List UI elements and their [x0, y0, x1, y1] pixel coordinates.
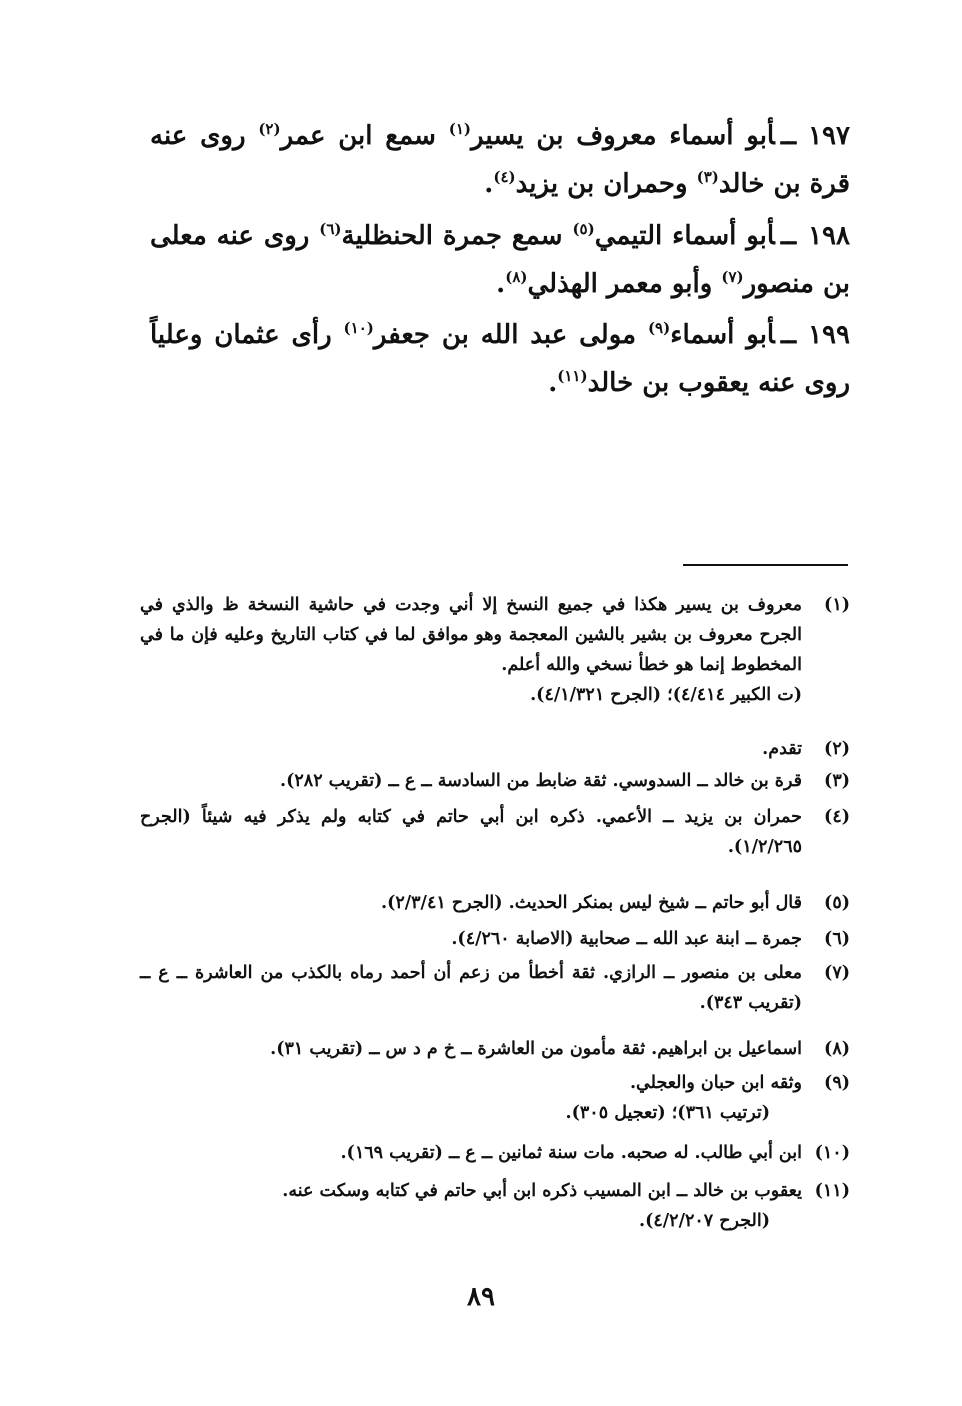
- footnote-number: (٦): [824, 929, 850, 949]
- footnote-4: [140, 802, 850, 862]
- footnote-number: (٧): [824, 963, 850, 983]
- footnote-text: معلى بن منصور ــ الرازي. ثقة أخطأ من زعم أن أحمد رماه بالكذب من العاشرة ــ ع ــ (تقريب ٣٤٣).: [140, 963, 802, 1013]
- entry-text: سمع ابن عمر: [280, 121, 449, 151]
- footnote-text: قال أبو حاتم ــ شيخ ليس بمنكر الحديث. (الجرح ٢/٣/٤١).: [380, 893, 802, 913]
- entry-199: [150, 311, 850, 407]
- entry-text: رأى عثمان وعلياً روى عنه يعقوب بن خالد: [150, 320, 850, 398]
- footnote-text: حمران بن يزيد ــ الأعمي. ذكره ابن أبي حاتم في كتابه ولم يذكر فيه شيئاً (الجرح ١/٢/٢٦٥).: [140, 807, 802, 857]
- footnote-ref: (١٠): [343, 319, 374, 337]
- footnote-10: [140, 1138, 850, 1168]
- footnote-text: جمرة ــ ابنة عبد الله ــ صحابية (الاصابة ٤/٢٦٠).: [451, 929, 802, 949]
- entry-dash: ــ: [780, 221, 797, 251]
- footnote-ref: (٧): [721, 268, 744, 286]
- entry-text: روى عنه قرة بن خالد: [150, 121, 850, 199]
- footnote-7: [140, 958, 850, 1018]
- footnote-5: [140, 888, 850, 918]
- footnote-ref: (١١): [557, 367, 588, 385]
- footnote-citation: (الجرح ٤/٢/٢٠٧).: [639, 1211, 770, 1231]
- footnote-ref: (٨): [505, 268, 528, 286]
- footnote-text: قرة بن خالد ــ السدوسي. ثقة ضابط من السادسة ــ ع ــ (تقريب ٢٨٢).: [280, 771, 802, 791]
- footnote-number: (٣): [824, 771, 850, 791]
- entry-text: مولى عبد الله بن جعفر: [373, 320, 648, 350]
- footnote-text: معروف بن يسير هكذا في جميع النسخ إلا أني وجدت في حاشية النسخة ظ والذي في الجرح معروف بن بشير بالشين المعجمة وهو موافق لما في كتاب التاريخ وعليه فإن ما في المخطوط إنما هو خطأ نسخي والله أعلم.: [140, 595, 802, 675]
- entry-text: سمع جمرة الحنظلية: [341, 221, 573, 251]
- footnote-6: [140, 924, 850, 954]
- entry-dash: ــ: [780, 121, 797, 151]
- footnote-separator: [683, 564, 848, 566]
- entry-text: روى عنه معلى بن منصور: [150, 221, 850, 299]
- entry-number: ١٩٨: [808, 221, 850, 251]
- footnote-11: [140, 1176, 850, 1236]
- footnote-ref: (٣): [696, 168, 719, 186]
- footnote-ref: (١): [448, 120, 471, 138]
- footnote-number: (١١): [814, 1181, 850, 1201]
- entry-198: [150, 212, 850, 308]
- footnote-citation: (ت الكبير ٤/٤١٤)؛ (الجرح ٤/١/٣٢١).: [530, 685, 802, 705]
- entry-text: .: [484, 169, 494, 199]
- footnote-number: (٨): [824, 1039, 850, 1059]
- footnote-text: اسماعيل بن ابراهيم. ثقة مأمون من العاشرة ــ خ م د س ــ (تقريب ٣١).: [270, 1039, 802, 1059]
- footnote-text: وثقه ابن حبان والعجلي.: [629, 1073, 802, 1093]
- footnote-8: [140, 1034, 850, 1064]
- footnote-9: [140, 1068, 850, 1128]
- entry-text: أبو أسماء معروف بن يسير: [471, 121, 775, 151]
- footnote-number: (٤): [824, 807, 850, 827]
- footnote-number: (١): [824, 595, 850, 615]
- footnote-ref: (٥): [572, 220, 595, 238]
- entry-text: .: [548, 368, 558, 398]
- entry-dash: ــ: [780, 320, 797, 350]
- footnote-3: [140, 766, 850, 796]
- entry-197: [150, 112, 850, 208]
- footnote-text: يعقوب بن خالد ــ ابن المسيب ذكره ابن أبي حاتم في كتابه وسكت عنه.: [282, 1181, 802, 1201]
- entry-number: ١٩٩: [808, 320, 850, 350]
- entry-text: أبو أسماء: [670, 320, 775, 350]
- footnote-number: (١٠): [814, 1143, 850, 1163]
- footnote-number: (٢): [824, 739, 850, 759]
- entry-text: وحمران بن يزيد: [515, 169, 697, 199]
- footnote-ref: (٤): [493, 168, 516, 186]
- footnote-ref: (٢): [258, 120, 281, 138]
- footnote-ref: (٦): [319, 220, 342, 238]
- footnote-text: ابن أبي طالب. له صحبه. مات سنة ثمانين ــ ع ــ (تقريب ١٦٩).: [340, 1143, 802, 1163]
- footnote-citation: (ترتيب ٣٦١)؛ (تعجيل ٣٠٥).: [565, 1103, 770, 1123]
- footnote-ref: (٩): [647, 319, 671, 337]
- footnote-number: (٥): [824, 893, 850, 913]
- footnote-1: [140, 590, 850, 710]
- footnote-number: (٩): [824, 1073, 850, 1093]
- entry-number: ١٩٧: [808, 121, 850, 151]
- entry-text: أبو أسماء التيمي: [594, 221, 775, 251]
- footnote-text: تقدم.: [762, 739, 802, 759]
- entry-text: وأبو معمر الهذلي: [527, 269, 722, 299]
- entry-text: .: [496, 269, 506, 299]
- footnote-2: [140, 734, 850, 764]
- page-number: ٨٩: [467, 1282, 495, 1312]
